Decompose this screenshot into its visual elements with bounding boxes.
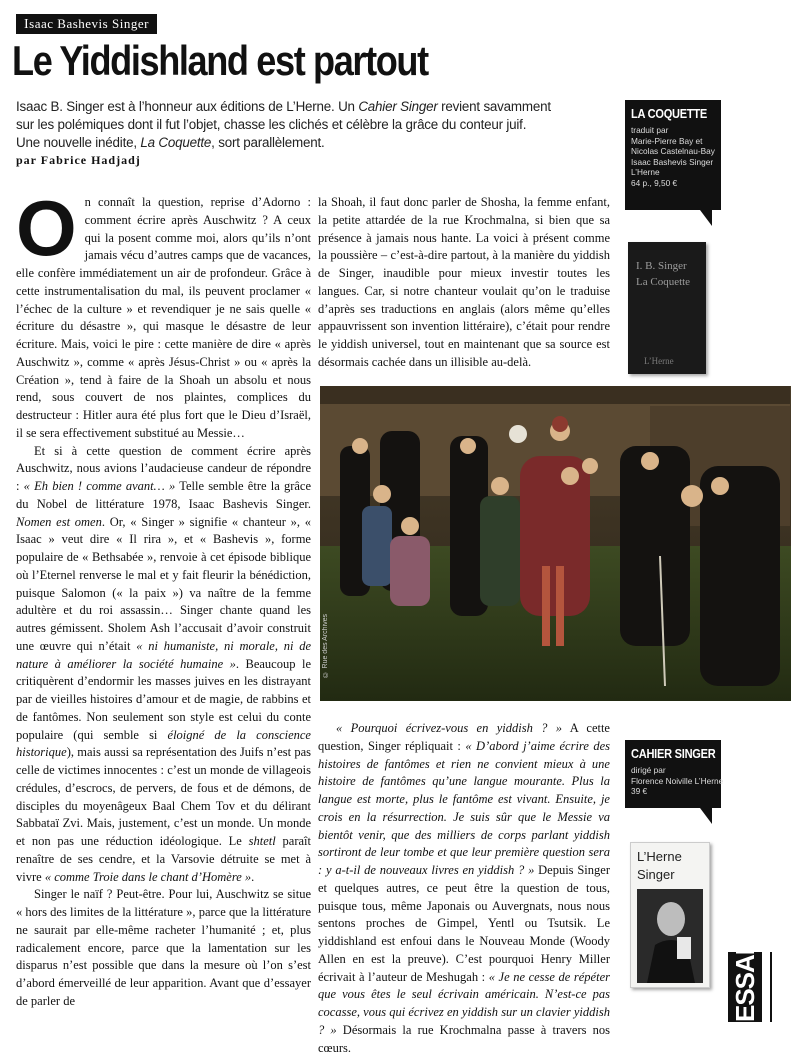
section-label: ESSAI xyxy=(730,948,760,1022)
book-info-line: Marie-Pierre Bay et xyxy=(631,135,703,146)
standfirst-line: sur les polémiques dont il fut l’objet, chasse les clichés et célèbre la grâce du conteur juif. xyxy=(16,117,527,132)
book-info-line: traduit par xyxy=(631,125,669,135)
book-price: 39 € xyxy=(631,786,648,796)
article-column-2-bottom xyxy=(318,720,611,1055)
photo-villagers-image xyxy=(320,386,791,701)
cover-author: I. B. Singer xyxy=(636,260,687,272)
book-info-line: Nicolas Castelnau-Bay xyxy=(631,146,715,156)
drop-cap: O xyxy=(16,184,77,272)
article-column-1 xyxy=(16,184,312,1022)
box-pointer xyxy=(700,210,712,226)
book-info-line: Florence Noiville L’Herne xyxy=(631,775,724,786)
book-title: CAHIER SINGER xyxy=(631,746,716,761)
standfirst-line: Isaac B. Singer est à l’honneur aux éditions de L’Herne. Un Cahier Singer revient savamment xyxy=(16,99,551,114)
standfirst xyxy=(16,98,576,152)
article-paragraph: Et si à cette question de comment écrire après Auschwitz, nous avions l’audacieuse candeur de répondre : « Eh bien ! comme avant… » Telle semble être la grâce du Nobel de littérature 1978, Isaac Bashevis Singer. Nomen est omen. Or, « Singer » signifie « chanteur », « Isaac » veut dire « Il rira », et « Bashevis », forme populaire de « Bethsabée », renvoie à cet épisode biblique où l’Eternel renverse le mal et y fait fleurir la bénédiction, puisque Salomon (« la paix ») va naître de la femme adultère et du roi assassin… Singer chante quand les autres gémissent. Sholem Ash l’accusait d’avoir construit une œuvre qui n’était « ni humaniste, ni morale, ni de nature à améliorer la société humaine ». Beaucoup le critiquèrent d’endormir les masses juives en les distrayant par de vieilles histoires d’amour et de magie, de rabbins et de fantômes. Non seulement son style est celui du conte populaire (qui semble si éloigné de la conscience historique), mais aussi sa représentation des Juifs n’est pas celle de victimes innocentes : c’est un monde de villageois crédules, d’escrocs, de pervers, de fous et de démons, de disciples du moyenâgeux Baal Chem Tov et du délirant Sabbataï Zvi. Mais, justement, c’est un monde. Un monde et non pas une réduction idéologique. Le shtetl paraît renaître de ses cendre, et la Varsovie détruite se met à vivre « comme Troie dans le chant d’Homère ». xyxy=(16,443,312,884)
article-paragraph: On connaît la question, reprise d’Adorno : comment écrire après Auschwitz ? A ceux qui la posent comme moi, alors qu’ils n’ont jamais vécu d’autres camps que de vacances, elle confère immédiatement un air de profondeur. Grâce à cette instrumentalisation du mal, ils peuvent proclamer « l’échec de la culture » et revendiquer je ne sais quelle « écriture du désastre », qui masque le désastre de leur écriture. Mais, voici le pire : cette manière de dire « après Auschwitz », comme « après Jésus-Christ » ou « après la Création », tend à faire de la Shoah un absolu et nous rend, sous couvert de nos plaintes, complices du destructeur : Hitler aura été plus fort que le Dieu d’Israël, il se sera effectivement substitué au Messie… xyxy=(16,184,311,440)
book-price: 64 p., 9,50 € xyxy=(631,177,678,188)
book-info-box-cahier xyxy=(625,740,724,808)
book-info-box-coquette xyxy=(625,100,721,210)
book-info-line: L’Herne xyxy=(631,167,660,177)
section-tag xyxy=(728,948,762,1022)
book-cover-coquette xyxy=(628,242,706,374)
book-title: LA COQUETTE xyxy=(631,106,707,121)
book-info-line: Isaac Bashevis Singer xyxy=(631,156,714,167)
article-paragraph: la Shoah, il faut donc parler de Shosha, la femme enfant, la petite attardée de la rue Krochmalna, si bien que sa présence à jamais nous hante. La voici à présent comme la poussière – c’est-à-dire partout, à la manière du yiddish de Singer, inaudible pour mieux investir toutes les langues. Car, si notre chanteur voulait qu’on le traduise d’après ses traductions en anglais (alors même qu’elles appauvrissent son invention littéraire), c’était pour rendre le yiddish universel, tout en maintenant que sa source est désormais cachée dans un illisible au-delà. xyxy=(318,195,610,369)
article-paragraph: « Pourquoi écrivez-vous en yiddish ? » A cette question, Singer répliquait : « D’abord j’aime écrire des histoires de fantômes et rien ne convient mieux à une histoire de fantômes qu’une langue mourante. Plus la langue est morte, plus le fantôme est vivant. Ensuite, je crois en la résurrection. Je suis sûr que le Messie va bientôt venir, que des milliers de corps parlant yiddish sortiront de leur tombe et que leur première question sera : y a-t-il de nouveaux livres en yiddish ? » Depuis Singer et quelques autres, ce peut être la question de tous, puisque tous, même Japonais ou Auvergnats, nous nous sentons proches de Gimpel, Yentl ou Tsutsik. Le yiddishland est enfoui dans le Nouveau Monde (Woody Allen en est la preuve). C’est pourquoi Henry Miller écrivait à l’auteur de Meshugah : « Je ne cesse de répéter que vous êtes le seul écrivain américain. N’est-ce pas cocasse, vous qui écrivez en yiddish sur un clavier yiddish ? » Désormais la rue Krochmalna passe à travers nos cœurs. xyxy=(318,721,611,1055)
photo-credit: © Rue des Archives xyxy=(322,614,329,678)
cover-portrait-image xyxy=(637,889,703,983)
cover-publisher: L’Herne xyxy=(637,849,682,864)
article-column-2-top xyxy=(318,194,610,380)
article-photo xyxy=(320,386,791,701)
book-info-line: dirigé par xyxy=(631,765,666,775)
cover-publisher: L’Herne xyxy=(644,356,674,366)
section-kicker: Isaac Bashevis Singer xyxy=(16,14,157,34)
article-paragraph: Singer le naïf ? Peut-être. Pour lui, Auschwitz se situe « hors des limites de la littérature », parce que la littérature ne saurait par elle-même racheter l’humanité ; et, plus radicalement encore, parce que la lamentation sur les disparus n’est possible que dans la mesure où l’on s’est d’abord émerveillé de leur apparition. Avant que d’essayer de parler de xyxy=(16,887,311,1008)
headline: Le Yiddishland est partout xyxy=(12,37,428,84)
box-pointer xyxy=(700,808,712,824)
byline: par Fabrice Hadjadj xyxy=(16,153,141,167)
section-rule xyxy=(770,952,772,1022)
book-cover-cahier xyxy=(630,842,710,988)
standfirst-line: Une nouvelle inédite, La Coquette, sort parallèlement. xyxy=(16,135,325,150)
cover-title: La Coquette xyxy=(636,276,691,288)
cover-title: Singer xyxy=(637,867,675,882)
